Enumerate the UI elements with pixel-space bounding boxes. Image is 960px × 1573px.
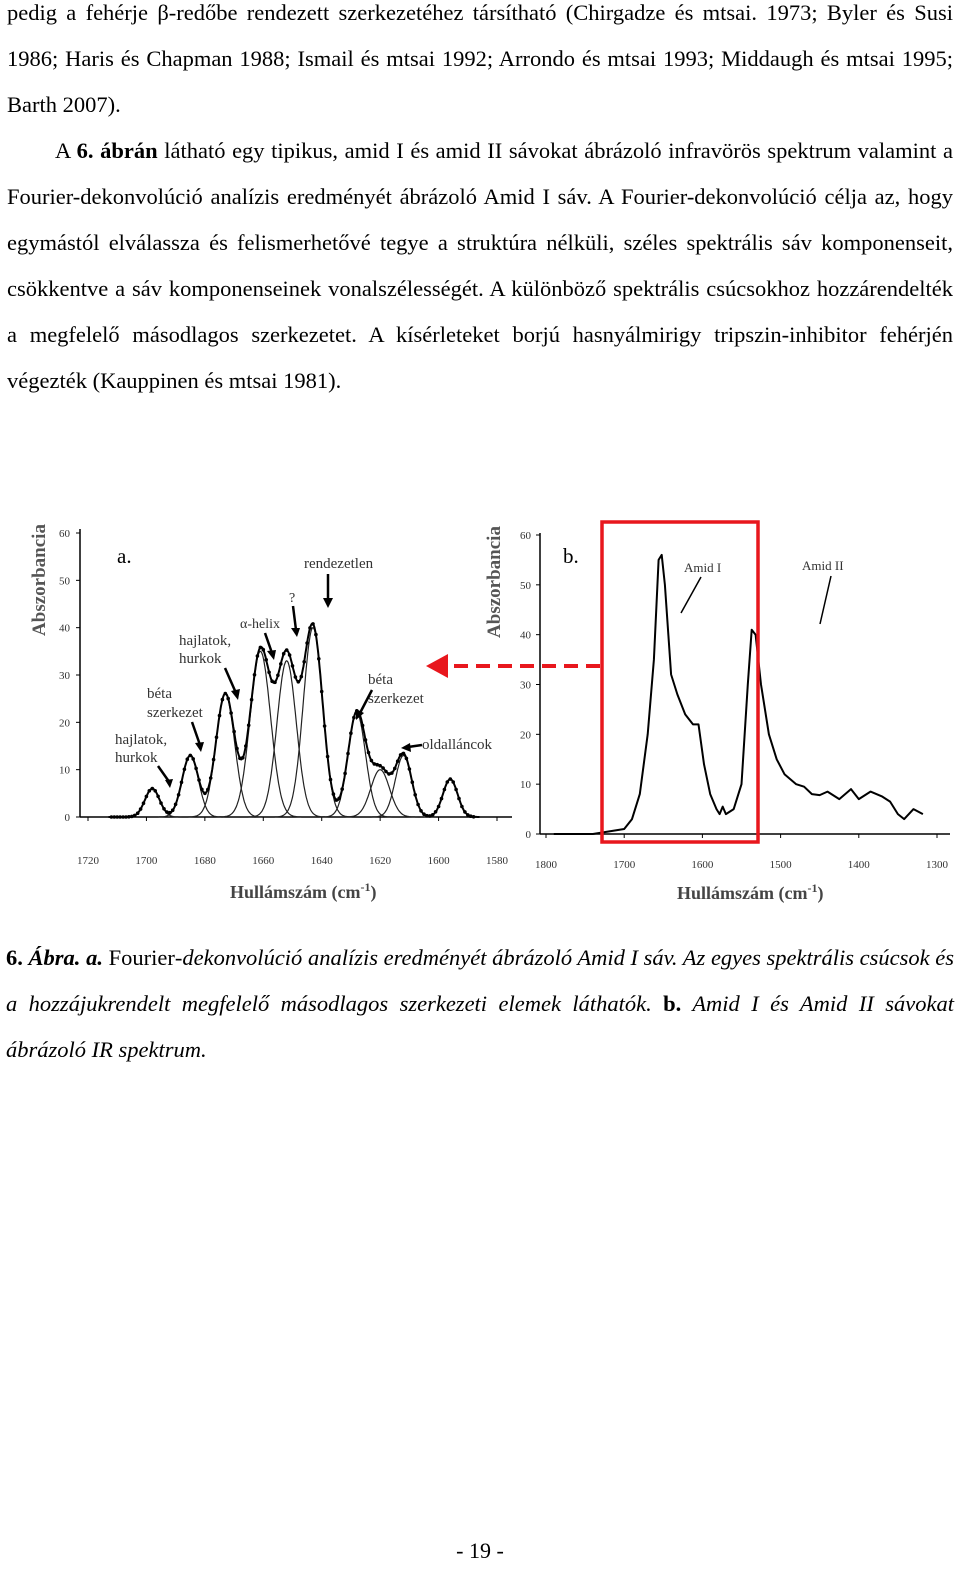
data-point	[191, 757, 195, 761]
data-point	[381, 766, 385, 770]
data-point	[300, 675, 304, 679]
annot-hajlatok-2: hajlatok,	[179, 633, 232, 649]
data-point	[297, 680, 301, 684]
data-point	[273, 681, 277, 685]
annot-amid-ii: Amid II	[802, 558, 844, 573]
data-point	[402, 752, 406, 756]
data-point	[174, 803, 178, 807]
data-point	[189, 754, 193, 758]
data-point	[332, 792, 336, 796]
annot-beta-2: béta	[368, 672, 393, 688]
annot-oldalláncok: oldalláncok	[422, 737, 492, 753]
x-tick-label: 1700	[613, 859, 636, 871]
ir-spectrum-line	[554, 555, 923, 834]
data-point	[153, 789, 157, 793]
data-point	[171, 808, 175, 812]
data-point	[352, 716, 356, 720]
figure-caption: 6. Ábra. a. Fourier-dekonvolúció analízis eredményét ábrázoló Amid I sáv. Az egyes spektrális csúcsok és a hozzájukrendelt megfelelő másodlagos szerkezeti elemek láthatók. b. Amid I és Amid II sávokat ábrázoló IR spektrum.	[6, 945, 955, 1062]
data-point	[133, 814, 137, 818]
body-text	[7, 0, 953, 404]
data-point	[206, 788, 210, 792]
data-point	[282, 652, 286, 656]
data-point	[139, 807, 143, 811]
data-point	[317, 657, 321, 661]
annot-szerkezet-2: szerkezet	[368, 691, 424, 707]
data-point	[451, 780, 455, 784]
data-point	[416, 803, 420, 807]
data-point	[151, 787, 155, 791]
arrow-head	[426, 654, 448, 678]
paragraph-1: pedig a fehérje β-redőbe rendezett szerkezetéhez társítható (Chirgadze és mtsai. 1973; Byler és Susi 1986; Haris és Chapman 1988; Ismail és mtsai 1992; Arrondo és mtsai 1993; Middaugh és mtsai 1995; Barth 2007).	[7, 0, 953, 117]
data-point	[302, 660, 306, 664]
data-point	[413, 793, 417, 797]
x-tick-label: 1600	[427, 855, 450, 867]
x-tick-label: 1640	[310, 855, 333, 867]
component-peak	[220, 651, 302, 817]
data-point	[212, 758, 216, 762]
y-tick-label: 10	[59, 764, 70, 777]
y-tick-label: 40	[59, 622, 70, 635]
data-point	[320, 690, 324, 694]
data-point	[370, 759, 374, 763]
data-point	[340, 787, 344, 791]
data-point	[434, 810, 438, 814]
data-point	[232, 730, 236, 734]
component-peak	[275, 628, 352, 817]
annot-alpha-helix: α-helix	[240, 617, 280, 632]
component-peak	[421, 779, 480, 817]
data-point	[279, 662, 283, 666]
data-point	[229, 711, 233, 715]
data-point	[259, 646, 263, 650]
panel-b-ylabel: Abszorbancia	[484, 526, 505, 638]
panel-b-spectrum	[554, 555, 923, 834]
panel-b-label: b.	[563, 544, 579, 568]
data-point	[384, 770, 388, 774]
data-point	[267, 671, 271, 675]
annot-question: ?	[289, 591, 296, 606]
x-tick-label: 1700	[135, 855, 158, 867]
data-point	[446, 780, 450, 784]
component-peak	[123, 789, 181, 817]
data-point	[136, 811, 140, 815]
data-point	[235, 747, 239, 751]
x-tick-label: 1500	[769, 859, 792, 871]
data-point	[361, 724, 365, 728]
data-point	[305, 641, 309, 645]
data-point	[408, 767, 412, 771]
y-tick-label: 60	[59, 528, 70, 540]
data-point	[226, 697, 230, 701]
annot-rendezetlen: rendezetlen	[304, 556, 374, 572]
data-point	[472, 815, 476, 819]
y-tick-label: 50	[520, 579, 531, 592]
data-point	[378, 764, 382, 768]
panel-a-y-ticks	[59, 528, 80, 824]
data-point	[244, 744, 248, 748]
data-point	[431, 813, 435, 817]
panel-a-ylabel: Abszorbancia	[29, 524, 50, 636]
data-point	[285, 648, 289, 652]
annot-szerkezet-1: szerkezet	[147, 705, 203, 721]
data-point	[200, 788, 204, 792]
data-point	[396, 759, 400, 763]
component-peak	[343, 770, 418, 817]
data-point	[177, 793, 181, 797]
data-point	[221, 698, 225, 702]
data-point	[203, 792, 207, 796]
annot-amid-i: Amid I	[684, 560, 722, 575]
data-point	[314, 633, 318, 637]
data-point	[460, 805, 464, 809]
data-point	[276, 674, 280, 678]
data-point	[162, 807, 166, 811]
data-point	[159, 801, 163, 805]
data-point	[364, 738, 368, 742]
data-point	[367, 751, 371, 755]
data-point	[253, 673, 257, 677]
data-point	[411, 780, 415, 784]
data-point	[183, 768, 187, 772]
data-point	[457, 797, 461, 801]
data-point	[291, 664, 295, 668]
page-number: - 19 -	[456, 1538, 504, 1563]
y-tick-label: 20	[520, 729, 531, 742]
x-tick-label: 1680	[193, 855, 216, 867]
data-point	[209, 776, 213, 780]
data-point	[440, 797, 444, 801]
data-point	[294, 675, 298, 679]
data-point	[443, 788, 447, 792]
data-point	[186, 757, 190, 761]
panel-b-y-ticks	[520, 530, 540, 841]
x-tick-label: 1720	[77, 855, 99, 867]
data-point	[256, 654, 260, 658]
data-point	[264, 658, 268, 662]
y-tick-label: 30	[520, 679, 531, 692]
y-tick-label: 0	[525, 829, 531, 841]
data-point	[194, 767, 198, 771]
data-point	[343, 772, 347, 776]
x-tick-label: 1580	[486, 855, 508, 867]
data-point	[241, 756, 245, 760]
data-point	[142, 801, 146, 805]
data-point	[329, 778, 333, 782]
data-point	[449, 777, 453, 781]
data-point	[148, 789, 152, 793]
panel-a-components	[123, 628, 479, 817]
data-point	[311, 622, 315, 626]
x-tick-label: 1600	[691, 859, 714, 871]
data-point	[349, 731, 353, 735]
data-point	[437, 805, 441, 809]
y-tick-label: 40	[520, 629, 531, 642]
data-point	[145, 795, 149, 799]
data-point	[218, 714, 222, 718]
data-point	[262, 648, 266, 652]
data-point	[454, 788, 458, 792]
y-tick-label: 10	[520, 779, 531, 792]
y-tick-label: 50	[59, 575, 70, 588]
y-tick-label: 30	[59, 670, 70, 682]
data-point	[337, 797, 341, 801]
x-tick-label: 1660	[252, 855, 275, 867]
annot-hurkok-2: hurkok	[179, 651, 222, 667]
annot-hurkok-1: hurkok	[115, 750, 158, 766]
data-point	[168, 811, 172, 815]
data-point	[224, 692, 228, 696]
data-point	[156, 795, 160, 799]
panel-a-xlabel: Hullámszám $(cm^{-1})$	[230, 880, 377, 902]
data-point	[180, 781, 184, 785]
annot-hajlatok-1: hajlatok,	[115, 732, 168, 748]
x-tick-label: 1620	[369, 855, 392, 867]
x-tick-label: 1300	[926, 859, 948, 871]
y-tick-label: 60	[520, 530, 531, 542]
data-point	[405, 757, 409, 761]
data-point	[288, 653, 292, 657]
data-point	[393, 767, 397, 771]
data-point	[346, 752, 350, 756]
data-point	[308, 626, 312, 630]
data-point	[390, 771, 394, 775]
panel-b-xlabel: Hullámszám $(cm^{-1})$	[677, 881, 824, 903]
y-tick-label: 20	[59, 717, 70, 730]
figure-reference: 6. ábrán	[76, 138, 158, 163]
panel-a-x-ticks	[77, 817, 509, 867]
data-point	[197, 778, 201, 782]
x-tick-label: 1800	[535, 859, 557, 871]
data-point	[323, 724, 327, 728]
data-point	[250, 698, 254, 702]
data-point	[215, 736, 219, 740]
figure-svg	[0, 500, 960, 910]
data-point	[463, 810, 467, 814]
panel-b-x-ticks	[535, 834, 949, 871]
amid-i-highlight-box	[602, 522, 758, 842]
annot-beta-1: béta	[147, 686, 172, 702]
component-peak	[249, 661, 326, 817]
panel-a-label: a.	[117, 544, 132, 568]
paragraph-2: A 6. ábrán látható egy tipikus, amid I és amid II sávokat ábrázoló infravörös spektrum valamint a Fourier-dekonvolúció analízis eredményét ábrázoló Amid I sáv. A Fourier-dekonvolúció célja az, hogy egymástól elválassza és felismerhetővé tegye a struktúra nélküli, széles spektrális sáv komponenseit, csökkentve a sáv komponenseinek vonalszélességét. A különböző spektrális csúcsokhoz hozzárendelték a megfelelő másodlagos szerkezetet. A kísérleteket borjú hasnyálmirigy tripszin-inhibitor fehérjén végezték (Kauppinen és mtsai 1981).	[7, 138, 954, 393]
data-point	[419, 809, 423, 813]
x-tick-label: 1400	[847, 859, 870, 871]
data-point	[247, 724, 251, 728]
figure-6	[0, 500, 960, 910]
data-point	[326, 755, 330, 759]
y-tick-label: 0	[64, 812, 70, 824]
